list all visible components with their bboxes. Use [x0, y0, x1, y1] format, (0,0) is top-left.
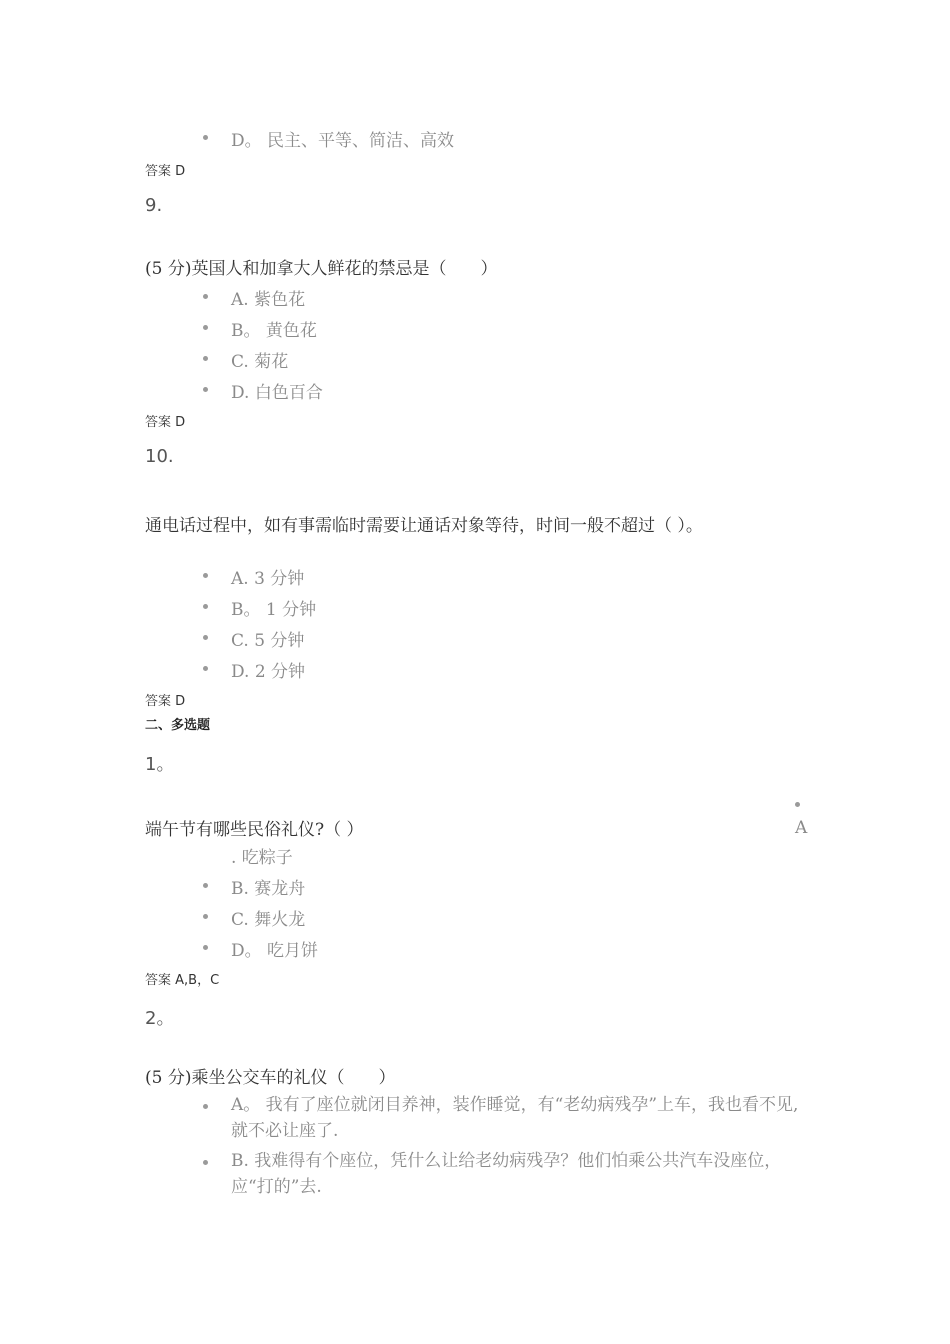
question-stem: (5 分)乘坐公交车的礼仪（ ）: [145, 1068, 396, 1088]
option-b: B. 赛龙舟: [231, 879, 306, 899]
option-a: A。 我有了座位就闭目养神，装作睡觉，有“老幼病残孕”上车，我也看不见,就不必让座了.: [231, 1095, 799, 1141]
answer-line: 答案 D: [145, 694, 186, 709]
question-stem: 通电话过程中，如有事需临时需要让通话对象等待，时间一般不超过（ ）。: [145, 516, 703, 536]
option-a-text: . 吃粽子: [231, 848, 293, 868]
bullet-dot: [203, 666, 208, 671]
option-b: B。 黄色花: [231, 321, 317, 341]
floating-option-letter: A: [795, 818, 808, 838]
answer-line: 答案 D: [145, 415, 186, 430]
option-c: C. 菊花: [231, 352, 289, 372]
bullet-dot: [203, 294, 208, 299]
section-heading: 二、多选题: [145, 718, 211, 733]
option-d: D. 白色百合: [231, 383, 323, 403]
bullet-dot: [203, 135, 208, 140]
question-number: 10.: [145, 446, 174, 467]
question-stem: (5 分)英国人和加拿大人鲜花的禁忌是（ ）: [145, 259, 498, 279]
answer-line: 答案 D: [145, 164, 186, 179]
bullet-dot: [203, 604, 208, 609]
answer-line: 答案 A,B，C: [145, 973, 220, 988]
option-b: B。 1 分钟: [231, 600, 317, 620]
option-a: A. 3 分钟: [231, 569, 305, 589]
option-d: D. 2 分钟: [231, 662, 306, 682]
bullet-dot: [203, 1104, 208, 1109]
bullet-dot: [203, 945, 208, 950]
option-b: B. 我难得有个座位，凭什么让给老幼病残孕？他们怕乘公共汽车没座位，应“打的”去.: [231, 1151, 782, 1197]
bullet-dot: [203, 914, 208, 919]
bullet-dot: [795, 802, 800, 807]
option-c: C. 舞火龙: [231, 910, 306, 930]
bullet-dot: [203, 356, 208, 361]
bullet-dot: [203, 573, 208, 578]
bullet-dot: [203, 387, 208, 392]
option-d: D。 民主、平等、简洁、高效: [231, 131, 455, 151]
option-d: D。 吃月饼: [231, 941, 319, 961]
question-number: 2。: [145, 1008, 175, 1029]
bullet-dot: [203, 883, 208, 888]
bullet-dot: [203, 325, 208, 330]
option-a: A. 紫色花: [231, 290, 306, 310]
bullet-dot: [203, 1160, 208, 1165]
option-c: C. 5 分钟: [231, 631, 305, 651]
bullet-dot: [203, 635, 208, 640]
question-stem: 端午节有哪些民俗礼仪?（ ）: [145, 820, 364, 840]
question-number: 1。: [145, 754, 175, 775]
question-number: 9.: [145, 195, 163, 216]
